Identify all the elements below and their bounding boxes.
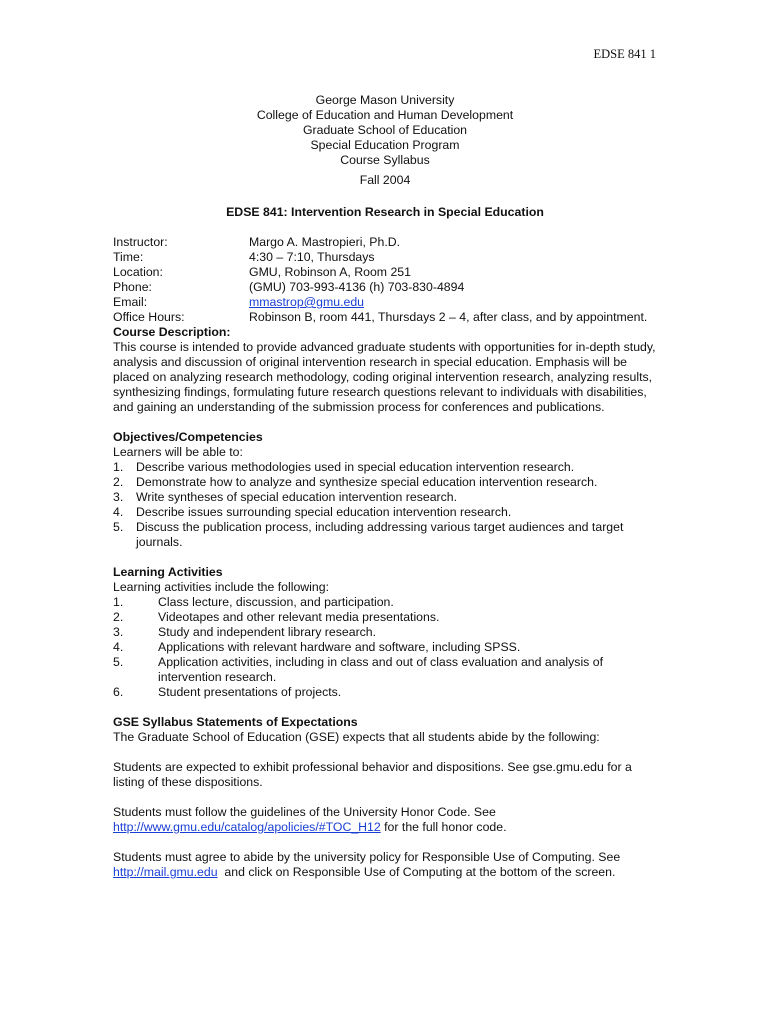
course-title: EDSE 841: Intervention Research in Special Education: [226, 205, 544, 219]
mail-gmu-link[interactable]: http://mail.gmu.edu: [113, 865, 218, 879]
info-value: (GMU) 703-993-4136 (h) 703-830-4894: [249, 280, 465, 294]
info-value: GMU, Robinson A, Room 251: [249, 265, 411, 279]
list-item: 3. Study and independent library research.: [113, 625, 377, 639]
info-row-instructor: [113, 235, 658, 250]
section-heading-objectives: Objectives/Competencies: [113, 430, 263, 444]
info-label: Time:: [113, 250, 144, 264]
gse-paragraph-honor-code: Students must follow the guidelines of the University Honor Code. See http://www.gmu.edu/catalog/apolicies/#TOC_H12 for the full honor code.: [113, 805, 507, 834]
list-item: 1. Describe various methodologies used in special education intervention research.: [113, 460, 575, 474]
gse-paragraph-computing: Students must agree to abide by the university policy for Responsible Use of Computing. See http://mail.gmu.edu and click on Responsible Use of Computing at the bottom of the screen.: [113, 850, 621, 879]
info-label: Office Hours:: [113, 310, 185, 324]
instructor-info: [113, 235, 658, 325]
section-heading-description: Course Description:: [113, 325, 231, 339]
section-heading-activities: Learning Activities: [113, 565, 223, 579]
list-item: 2. Videotapes and other relevant media presentations.: [113, 610, 440, 624]
info-row-office-hours: [113, 310, 658, 325]
activities-list: [113, 595, 658, 700]
info-label: Phone:: [113, 280, 152, 294]
info-label: Email:: [113, 295, 148, 309]
info-label: Location:: [113, 265, 163, 279]
course-description: This course is intended to provide advanced graduate students with opportunities for in-depth study, analysis and discussion of original intervention research in special education. Emphasis will be placed on analyzing research methodology, coding original intervention research, analyzing results, synthesizing findings, formulating future research questions relevant to individuals with disabilities, and gaining an understanding of the submission process for conferences and publications.: [113, 340, 656, 414]
list-item: 6. Student presentations of projects.: [113, 685, 342, 699]
school-name: Graduate School of Education: [302, 123, 468, 137]
info-value: 4:30 – 7:10, Thursdays: [249, 250, 375, 264]
objectives-list: [113, 460, 658, 550]
term: Fall 2004: [359, 173, 411, 187]
info-row-phone: [113, 280, 658, 295]
info-value: Margo A. Mastropieri, Ph.D.: [249, 235, 401, 249]
list-item: 4. Applications with relevant hardware and software, including SPSS.: [113, 640, 521, 654]
list-item: 4. Describe issues surrounding special education intervention research.: [113, 505, 512, 519]
info-row-email: [113, 295, 658, 310]
college-name: College of Education and Human Development: [256, 108, 514, 122]
list-item: 3. Write syntheses of special education intervention research.: [113, 490, 458, 504]
list-item: 5. Application activities, including in class and out of class evaluation and analysis of intervention research.: [113, 655, 603, 684]
list-item: 1. Class lecture, discussion, and participation.: [113, 595, 394, 609]
info-row-time: [113, 250, 658, 265]
info-label: Instructor:: [113, 235, 168, 249]
info-row-location: [113, 265, 658, 280]
honor-code-link[interactable]: http://www.gmu.edu/catalog/apolicies/#TOC_H12: [113, 820, 381, 834]
section-heading-gse: GSE Syllabus Statements of Expectations: [113, 715, 358, 729]
email-link[interactable]: mmastrop@gmu.edu: [249, 295, 365, 309]
page-header: EDSE 841 1: [593, 47, 656, 61]
list-item: 5. Discuss the publication process, including addressing various target audiences and target journals.: [113, 520, 624, 549]
info-value: Robinson B, room 441, Thursdays 2 – 4, after class, and by appointment.: [249, 310, 648, 324]
document-type: Course Syllabus: [340, 153, 430, 167]
list-item: 2. Demonstrate how to analyze and synthesize special education intervention research.: [113, 475, 598, 489]
gse-intro: The Graduate School of Education (GSE) expects that all students abide by the following:: [113, 730, 600, 744]
university-name: George Mason University: [315, 93, 455, 107]
objectives-intro: Learners will be able to:: [113, 445, 243, 459]
program-name: Special Education Program: [310, 138, 460, 152]
syllabus-content: [113, 235, 658, 880]
activities-intro: Learning activities include the following:: [113, 580, 330, 594]
gse-paragraph-dispositions: Students are expected to exhibit professional behavior and dispositions. See gse.gmu.edu for a listing of these dispositions.: [113, 760, 632, 789]
institution-block: [0, 93, 770, 188]
